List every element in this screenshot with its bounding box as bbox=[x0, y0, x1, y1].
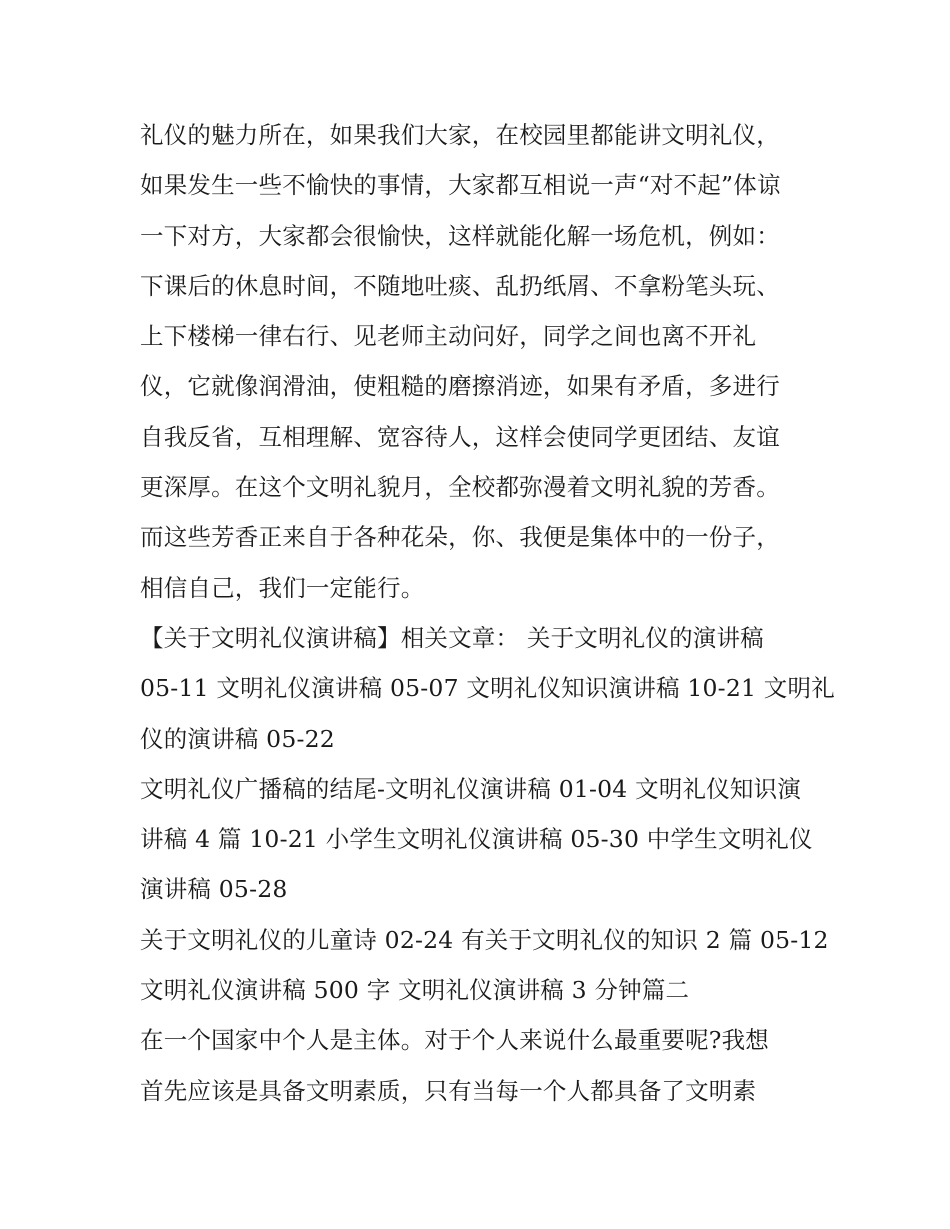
text-line: 礼仪的魅力所在，如果我们大家，在校园里都能讲文明礼仪， bbox=[140, 121, 780, 149]
related-articles-line: 05-11 文明礼仪演讲稿 05-07 文明礼仪知识演讲稿 10-21 文明礼 bbox=[140, 674, 835, 703]
related-articles-line: 讲稿 4 篇 10-21 小学生文明礼仪演讲稿 05-30 中学生文明礼仪 bbox=[140, 825, 813, 854]
text-line: 仪，它就像润滑油，使粗糙的磨擦消迹，如果有矛盾，多进行 bbox=[140, 372, 780, 401]
text-line: 更深厚。在这个文明礼貌月，全校都弥漫着文明礼貌的芳香。 bbox=[140, 473, 780, 502]
text-line: 相信自己，我们一定能行。 bbox=[140, 573, 425, 602]
text-line: 在一个国家中个人是主体。对于个人来说什么最重要呢?我想 bbox=[140, 1026, 769, 1055]
document-body bbox=[140, 110, 835, 1116]
text-line: 上下楼梯一律右行、见老师主动问好，同学之间也离不开礼 bbox=[140, 322, 757, 351]
related-articles-heading: 【关于文明礼仪演讲稿】相关文章： 关于文明礼仪的演讲稿 bbox=[140, 623, 764, 652]
text-line: 一下对方，大家都会很愉快，这样就能化解一场危机，例如： bbox=[140, 221, 780, 250]
text-line: 而这些芳香正来自于各种花朵，你、我便是集体中的一份子， bbox=[140, 523, 780, 552]
related-articles-line: 关于文明礼仪的儿童诗 02-24 有关于文明礼仪的知识 2 篇 05-12 bbox=[140, 925, 829, 954]
related-articles-line: 仪的演讲稿 05-22 bbox=[140, 724, 335, 753]
related-articles-line: 文明礼仪演讲稿 500 字 文明礼仪演讲稿 3 分钟篇二 bbox=[140, 976, 690, 1005]
related-articles-line: 演讲稿 05-28 bbox=[140, 875, 288, 904]
text-line: 自我反省，互相理解、宽容待人，这样会使同学更团结、友谊 bbox=[140, 422, 780, 451]
text-line: 如果发生一些不愉快的事情，大家都互相说一声“对不起”体谅 bbox=[140, 171, 781, 200]
related-articles-line: 文明礼仪广播稿的结尾-文明礼仪演讲稿 01-04 文明礼仪知识演 bbox=[140, 774, 802, 803]
text-line: 首先应该是具备文明素质，只有当每一个人都具备了文明素 bbox=[140, 1076, 757, 1105]
text-line: 下课后的休息时间，不随地吐痰、乱扔纸屑、不拿粉笔头玩、 bbox=[140, 271, 780, 300]
